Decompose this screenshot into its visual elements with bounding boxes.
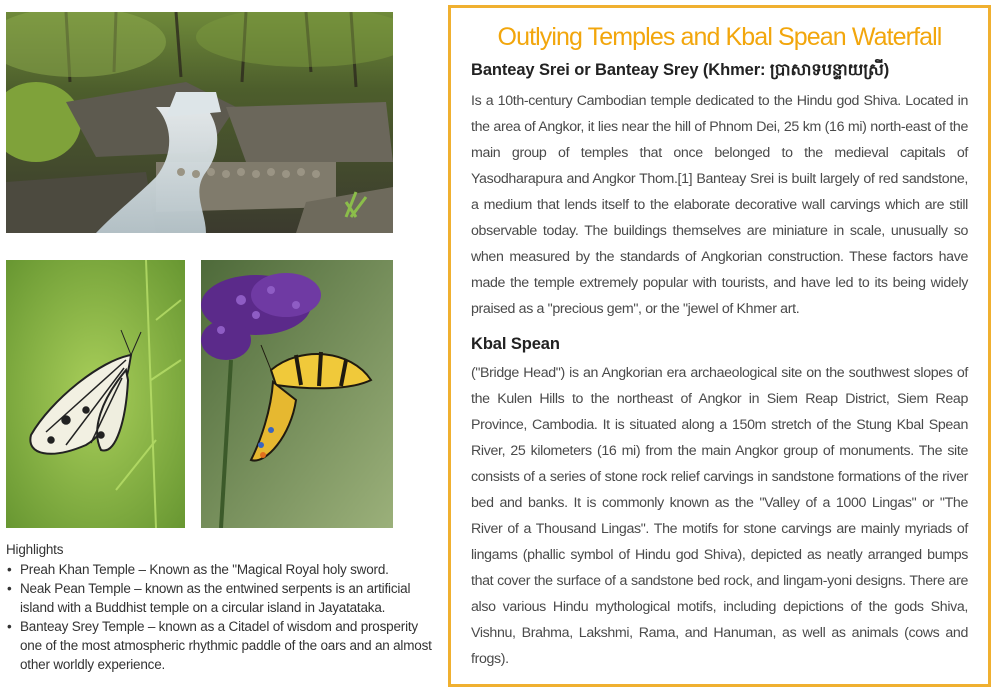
waterfall-image xyxy=(6,12,393,233)
highlights-list xyxy=(6,560,436,674)
info-panel xyxy=(448,5,991,687)
paper-kite-butterfly-image xyxy=(6,260,185,528)
section-body-banteay-srei: Is a 10th-century Cambodian temple dedicated to the Hindu god Shiva. Located in the area of Angkor, it lies near the hill of Phnom Dei, 25 km (16 mi) north-east of the main group of temples that once belonged to the medieval capitals of Yasodharapura and Angkor Thom.[1] Banteay Srei is built largely of red sandstone, a medium that lends itself to the elaborate decorative wall carvings which are still observable today. The buildings themselves are miniature in scale, unusually so when measured by the standards of Angkorian construction. These factors have made the temple extremely popular with tourists, and have led to its being widely praised as a "precious gem", or the "jewel of Khmer art. xyxy=(471,93,968,317)
butterfly-photo-1 xyxy=(6,260,185,528)
section-heading-kbal-spean: Kbal Spean xyxy=(471,335,560,353)
highlights-heading: Highlights xyxy=(6,542,64,557)
highlight-item: • Banteay Srey Temple – known as a Citadel of wisdom and prosperity one of the most atmospheric rhythmic paddle of the oars and an almost other worldly experience. xyxy=(20,617,436,674)
section-heading-banteay-srei: Banteay Srei or Banteay Srey (Khmer: ប្រាសាទបន្ទាយស្រី) xyxy=(471,61,890,79)
section-body-kbal-spean: ("Bridge Head") is an Angkorian era archaeological site on the southwest slopes of the Kulen Hills to the northeast of Angkor in Siem Reap District, Siem Reap Province, Cambodia. It is situated along a 150m stretch of the Stung Kbal Spean River, 25 kilometers (16 mi) from the main Angkor group of monuments. The site consists of a series of stone rock relief carvings in sandstone formations of the river bed and banks. It is commonly known as the "Valley of a 1000 Lingas" or "The River of a Thousand Lingas". The motifs for stone carvings are mainly myriads of lingams (phallic symbol of Hindu god Shiva), depicted as neatly arranged bumps that cover the surface of a sandstone bed rock, and lingam-yoni designs. There are also various Hindu mythological motifs, including depictions of the gods Shiva, Vishnu, Brahma, Lakshmi, Rama, and Hanuman, as well as animals (cows and frogs). xyxy=(471,365,968,667)
panel-title: Outlying Temples and Kbal Spean Waterfall xyxy=(497,23,942,51)
butterfly-photo-2 xyxy=(201,260,393,528)
highlights-section xyxy=(6,540,436,674)
swallowtail-butterfly-image xyxy=(201,260,393,528)
highlight-item: • Preah Khan Temple – Known as the "Magical Royal holy sword. xyxy=(20,560,436,579)
highlight-item: • Neak Pean Temple – known as the entwined serpents is an artificial island with a Buddhist temple on a circular island in Jayatataka. xyxy=(20,579,436,617)
waterfall-photo xyxy=(6,12,393,233)
